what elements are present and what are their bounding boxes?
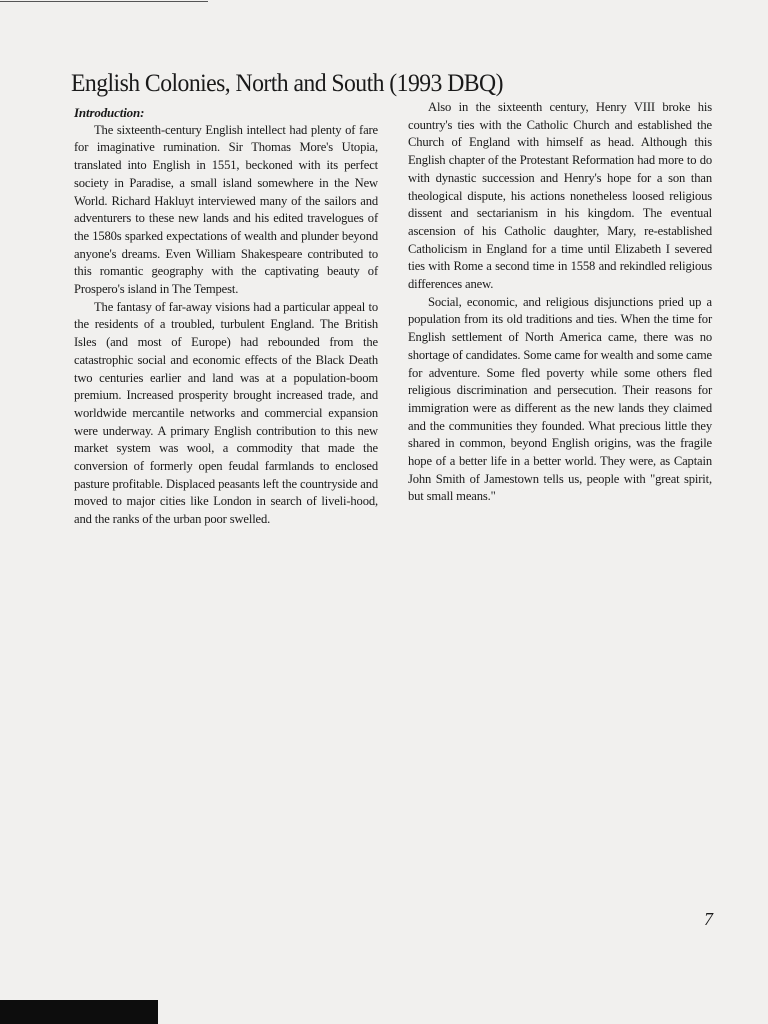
introduction-heading: Introduction: xyxy=(74,105,145,120)
scan-edge-bar xyxy=(0,1000,158,1024)
right-paragraph-2: Social, economic, and religious disjunctions pried up a population from its old traditions and ties. When the time for English settlement of North America came, there was no shortage of candidates. Some came for wealth and some came for adventure. Some fled poverty while some others fled religious discrimination and persecution. Their reasons for immigration were as different as the new lands they claimed and the communities they founded. What precious little they shared in common, beyond English origins, was the fragile hope of a better life in a better world. They were, as Captain John Smith of Jamestown tells us, people with "great spirit, but small means." xyxy=(408,294,712,504)
top-rule xyxy=(0,1,208,2)
right-column xyxy=(408,99,712,506)
left-paragraph-1: The sixteenth-century English intellect had plenty of fare for imaginative rumination. Sir Thomas More's Utopia, translated into English in 1551, beckoned with its perfect society in Paradise, a small island somewhere in the New World. Richard Hakluyt interviewed many of the sailors and adventurers to these new lands and his edited travelogues of the 1580s sparked expectations of wealth and plunder beyond anyone's dreams. Even William Shakespeare contributed to this romantic geography with the captivating beauty of Prospero's island in The Tempest. xyxy=(74,122,378,297)
page-title: English Colonies, North and South (1993 DBQ) xyxy=(71,68,503,97)
left-paragraph-2: The fantasy of far-away visions had a particular appeal to the residents of a troubled, turbulent England. The British Isles (and most of Europe) had rebounded from the catastrophic social and economic effects of the Black Death two centuries earlier and land was at a population-boom premium. Increased prosperity brought increased trade, and worldwide mercantile networks and commercial expansion were underway. A primary English contribution to this new market system was wool, a commodity that made the conversion of formerly open feudal farmlands to enclosed pasture profitable. Displaced peasants left the countryside and moved to major cities like London in search of liveli-hood, and the ranks of the urban poor swelled. xyxy=(74,299,378,527)
right-paragraph-1: Also in the sixteenth century, Henry VIII broke his country's ties with the Catholic Church and established the Church of England with himself as head. Although this English chapter of the Protestant Reformation had more to do with dynastic succession and Henry's hope for a son than theological dispute, his actions nonetheless loosed religious dissent and sectarianism in his kingdom. The eventual ascension of his Catholic daughter, Mary, re-established Catholicism in England for a time until Elizabeth I severed ties with Rome a second time in 1558 and rekindled religious differences anew. xyxy=(408,100,712,292)
left-column xyxy=(74,104,378,529)
page-number: 7 xyxy=(704,909,713,929)
